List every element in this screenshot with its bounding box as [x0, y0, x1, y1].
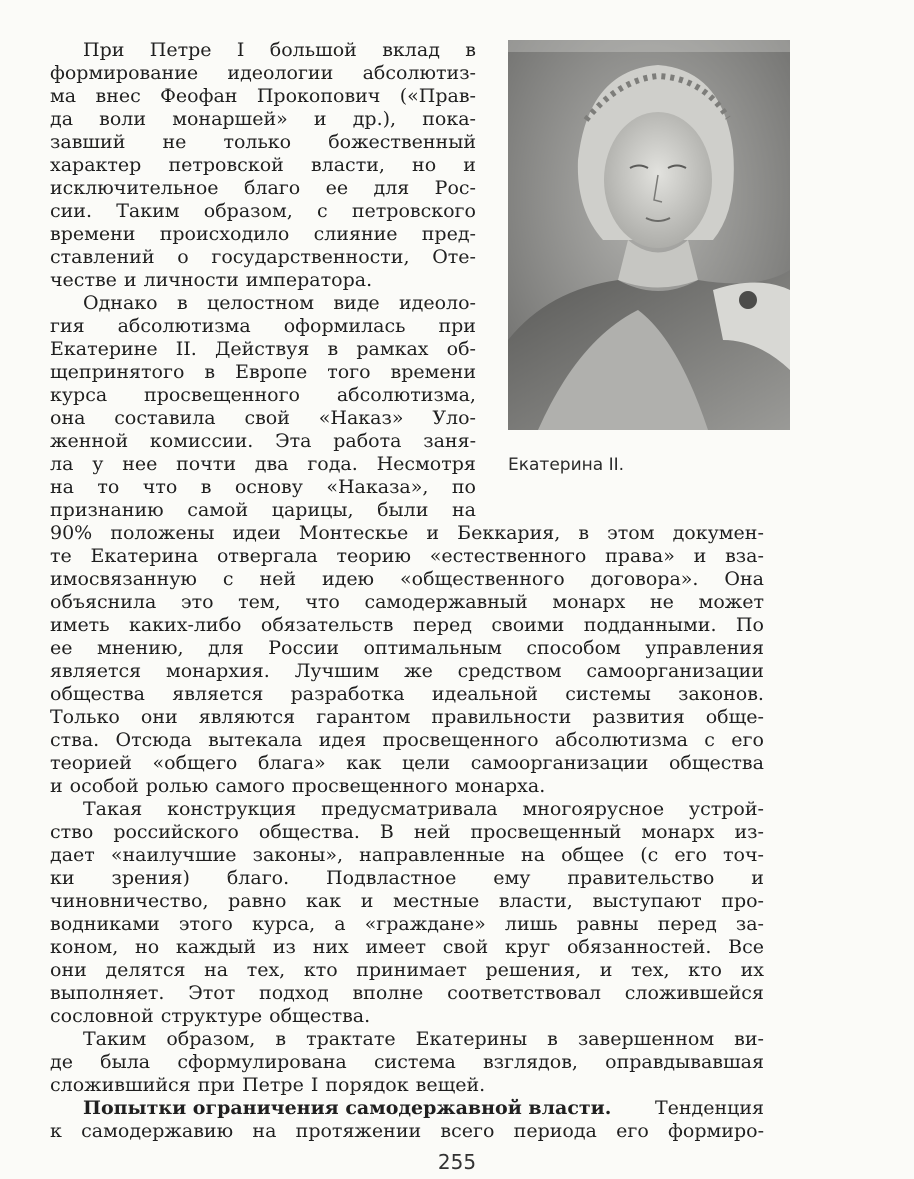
- text-line: и особой ролью самого просвещенного монарха.: [50, 775, 546, 797]
- text-line: ки зрения) благо. Подвластное ему правительство и: [50, 867, 764, 889]
- text-line: сословной структуре общества.: [50, 1005, 371, 1027]
- text-line: выполняет. Этот подход вполне соответствовал сложившейся: [50, 982, 764, 1004]
- text-line: дает «наилучшие законы», направленные на общее (с его точ-: [50, 844, 764, 866]
- text-line: ма внес Феофан Прокопович («Прав-: [50, 85, 476, 107]
- text-line: общества является разработка идеальной системы законов.: [50, 683, 764, 705]
- text-line: 90% положены идеи Монтескье и Беккария, в этом докумен-: [50, 522, 764, 544]
- text-line: Только они являются гарантом правильности развития обще-: [50, 706, 764, 728]
- text-line: Такая конструкция предусматривала многоярусное устрой-: [83, 798, 764, 820]
- text-line: имосвязанную с ней идею «общественного договора». Она: [50, 568, 764, 590]
- heading-continuation: Тенденция: [654, 1097, 764, 1119]
- text-line: объяснила это тем, что самодержавный монарх не может: [50, 591, 764, 613]
- text-line: характер петровской власти, но и: [50, 154, 476, 176]
- text-line: исключительное благо ее для Рос-: [50, 177, 476, 199]
- text-line: теорией «общего блага» как цели самоорганизации общества: [50, 752, 764, 774]
- text-line: Однако в целостном виде идеоло-: [83, 292, 476, 314]
- text-line: гия абсолютизма оформилась при: [50, 315, 476, 337]
- text-line: завший не только божественный: [50, 131, 476, 153]
- text-line: курса просвещенного абсолютизма,: [50, 384, 476, 406]
- text-line: они делятся на тех, кто принимает решения, и тех, кто их: [50, 959, 764, 981]
- text-line: сложившийся при Петре I порядок вещей.: [50, 1074, 486, 1096]
- text-line: де была сформулирована система взглядов, оправдывавшая: [50, 1051, 764, 1073]
- portrait-caption: Екатерина II.: [508, 455, 624, 475]
- text-line: формирование идеологии абсолютиз-: [50, 62, 476, 84]
- text-line: водниками этого курса, а «граждане» лишь равны перед за-: [50, 913, 764, 935]
- text-line: ставлений о государственности, Оте-: [50, 246, 476, 268]
- text-line: на то что в основу «Наказа», по: [50, 476, 476, 498]
- text-line: те Екатерина отвергала теорию «естественного права» и вза-: [50, 545, 764, 567]
- text-line: чиновничество, равно как и местные власти, выступают про-: [50, 890, 764, 912]
- text-line: ство российского общества. В ней просвещенный монарх из-: [50, 821, 764, 843]
- text-line: щепринятого в Европе того времени: [50, 361, 476, 383]
- text-line: женной комиссии. Эта работа заня-: [50, 430, 476, 452]
- text-line: ее мнению, для России оптимальным способом управления: [50, 637, 764, 659]
- text-line: она составила свой «Наказ» Уло-: [50, 407, 476, 429]
- text-line: является монархия. Лучшим же средством самоорганизации: [50, 660, 764, 682]
- text-line: ла у нее почти два года. Несмотря: [50, 453, 476, 475]
- portrait-catherine-ii: [508, 40, 790, 430]
- text-line: времени происходило слияние пред-: [50, 223, 476, 245]
- text-line: признанию самой царицы, были на: [50, 499, 476, 521]
- text-line: иметь каких-либо обязательств перед своими подданными. По: [50, 614, 764, 636]
- page-number: 255: [437, 1150, 477, 1174]
- text-line: ства. Отсюда вытекала идея просвещенного абсолютизма с его: [50, 729, 764, 751]
- text-line: Таким образом, в трактате Екатерины в завершенном ви-: [83, 1028, 764, 1050]
- text-line: да воли монаршей» и др.), пока-: [50, 108, 476, 130]
- section-heading: Попытки ограничения самодержавной власти.: [83, 1097, 612, 1119]
- text-line: При Петре I большой вклад в: [83, 39, 476, 61]
- portrait-image: [508, 40, 790, 430]
- text-line: сии. Таким образом, с петровского: [50, 200, 476, 222]
- text-line: честве и личности императора.: [50, 269, 373, 291]
- text-line-heading: [83, 1097, 764, 1119]
- text-line: к самодержавию на протяжении всего периода его формиро-: [50, 1120, 764, 1142]
- text-line: коном, но каждый из них имеет свой круг обязанностей. Все: [50, 936, 764, 958]
- text-line: Екатерине II. Действуя в рамках об-: [50, 338, 476, 360]
